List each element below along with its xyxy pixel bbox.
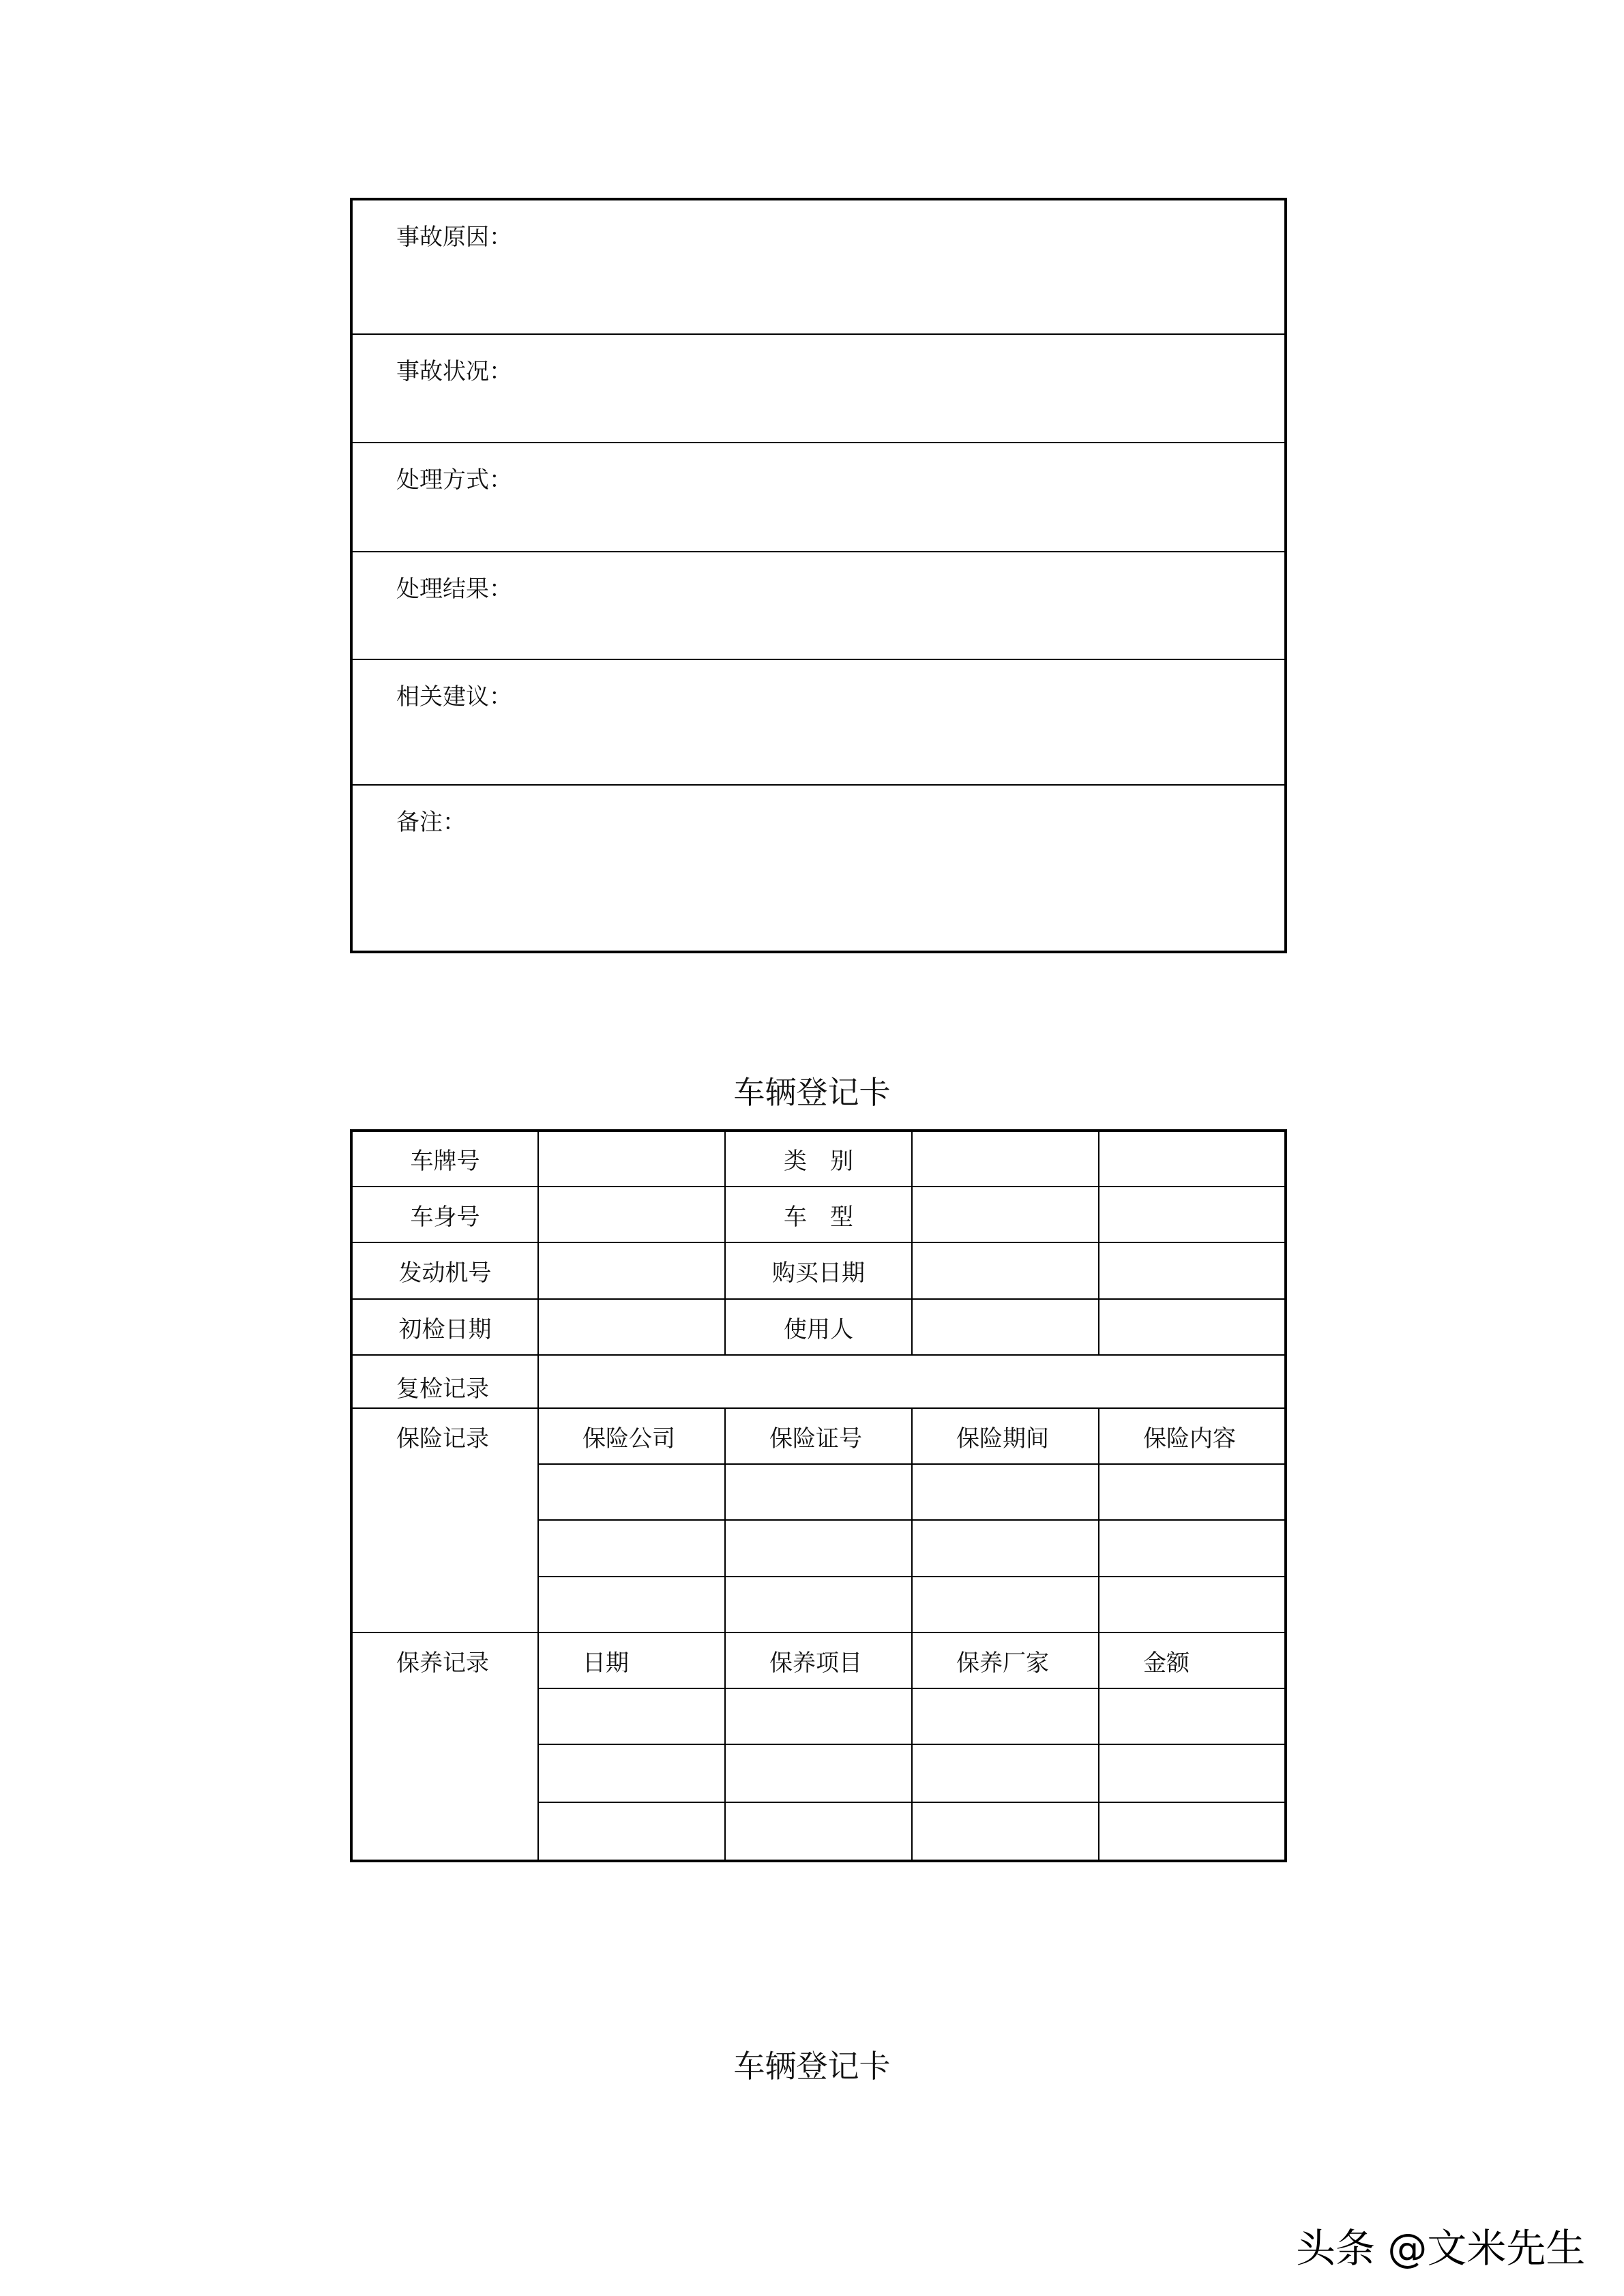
field-label: 备注： [396, 809, 466, 836]
input-cell[interactable] [912, 1131, 1099, 1187]
label-cell: 车 型 [725, 1187, 912, 1242]
label-cell: 类 别 [725, 1131, 912, 1187]
label-cell: 初检日期 [351, 1299, 538, 1355]
input-cell[interactable] [725, 1688, 912, 1744]
insurance-label: 保险记录 [351, 1408, 538, 1632]
label-cell: 发动机号 [351, 1242, 538, 1299]
input-cell[interactable] [538, 1577, 725, 1632]
input-cell[interactable] [1099, 1299, 1286, 1355]
accident-report-table [350, 198, 1287, 953]
input-cell[interactable] [1099, 1520, 1286, 1577]
card-title: 车辆登记卡 [733, 1074, 891, 1111]
column-header: 日期 [538, 1632, 725, 1688]
input-cell[interactable] [1099, 1688, 1286, 1744]
input-cell[interactable] [1099, 1187, 1286, 1242]
input-cell[interactable] [912, 1187, 1099, 1242]
input-cell[interactable] [538, 1688, 725, 1744]
input-cell[interactable] [912, 1802, 1099, 1861]
input-cell[interactable] [538, 1744, 725, 1802]
input-cell[interactable] [725, 1520, 912, 1577]
field-label: 事故原因： [396, 224, 512, 251]
table-row [351, 1187, 1286, 1242]
input-cell[interactable] [538, 1242, 725, 1299]
column-header: 保险期间 [912, 1408, 1099, 1464]
table-row [351, 1242, 1286, 1299]
input-cell[interactable] [912, 1242, 1099, 1299]
field-handling-result[interactable] [353, 551, 1284, 659]
input-cell[interactable] [538, 1464, 725, 1520]
input-cell[interactable] [538, 1520, 725, 1577]
input-cell[interactable] [538, 1802, 725, 1861]
field-accident-cause[interactable] [353, 200, 1284, 333]
label-cell: 使用人 [725, 1299, 912, 1355]
input-cell[interactable] [725, 1802, 912, 1861]
input-cell[interactable] [1099, 1802, 1286, 1861]
column-header: 金额 [1099, 1632, 1286, 1688]
input-cell[interactable] [1099, 1131, 1286, 1187]
table-row [351, 1131, 1286, 1187]
vehicle-registration-table [350, 1129, 1287, 1862]
input-cell-reinspection[interactable] [538, 1355, 1286, 1408]
input-cell[interactable] [1099, 1242, 1286, 1299]
input-cell[interactable] [1099, 1577, 1286, 1632]
table-row [351, 1355, 1286, 1408]
column-header: 保养厂家 [912, 1632, 1099, 1688]
second-card-title: 车辆登记卡 [733, 2048, 891, 2085]
input-cell[interactable] [912, 1577, 1099, 1632]
field-accident-status[interactable] [353, 333, 1284, 442]
input-cell[interactable] [538, 1299, 725, 1355]
field-label: 事故状况： [396, 358, 512, 385]
input-cell[interactable] [1099, 1744, 1286, 1802]
column-header: 保养项目 [725, 1632, 912, 1688]
field-handling-method[interactable] [353, 442, 1284, 551]
input-cell[interactable] [912, 1464, 1099, 1520]
input-cell[interactable] [912, 1299, 1099, 1355]
column-header: 保险证号 [725, 1408, 912, 1464]
input-cell[interactable] [725, 1577, 912, 1632]
field-suggestions[interactable] [353, 659, 1284, 784]
table-row [351, 1299, 1286, 1355]
input-cell[interactable] [725, 1744, 912, 1802]
label-cell: 车牌号 [351, 1131, 538, 1187]
maintenance-label: 保养记录 [351, 1632, 538, 1861]
column-header: 保险公司 [538, 1408, 725, 1464]
field-remarks[interactable] [353, 784, 1284, 951]
table-row [351, 1408, 1286, 1464]
input-cell[interactable] [538, 1131, 725, 1187]
label-cell: 复检记录 [351, 1355, 538, 1408]
input-cell[interactable] [725, 1464, 912, 1520]
table-row [351, 1632, 1286, 1688]
watermark: 头条 @文米先生 [1296, 2225, 1586, 2271]
input-cell[interactable] [912, 1520, 1099, 1577]
input-cell[interactable] [538, 1187, 725, 1242]
label-cell: 购买日期 [725, 1242, 912, 1299]
input-cell[interactable] [912, 1688, 1099, 1744]
label-cell: 车身号 [351, 1187, 538, 1242]
field-label: 处理结果： [396, 576, 512, 603]
field-label: 相关建议： [396, 683, 512, 711]
input-cell[interactable] [1099, 1464, 1286, 1520]
column-header: 保险内容 [1099, 1408, 1286, 1464]
input-cell[interactable] [912, 1744, 1099, 1802]
field-label: 处理方式： [396, 466, 512, 494]
